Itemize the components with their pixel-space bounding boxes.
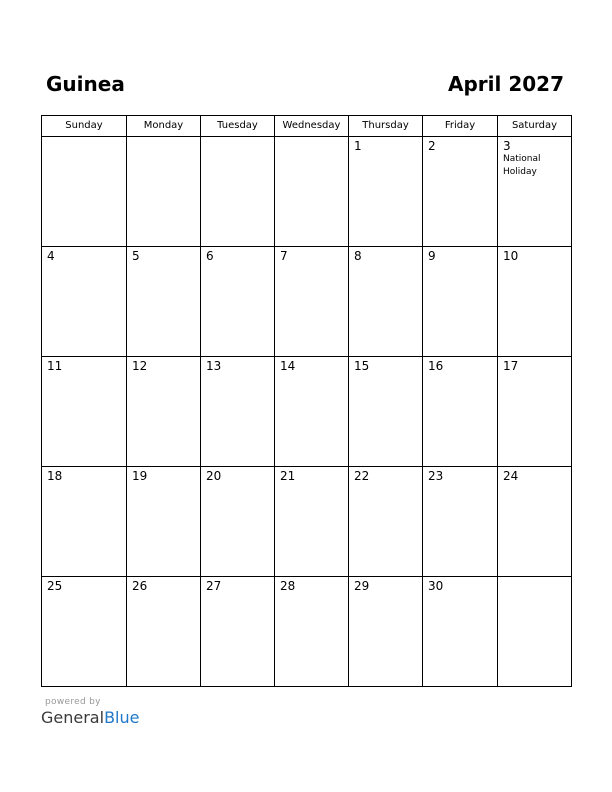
weekday-tuesday: Tuesday	[201, 116, 275, 137]
day-number: 15	[354, 359, 370, 373]
week-row-2	[42, 247, 572, 357]
day-cell	[349, 137, 423, 247]
day-number: 2	[428, 139, 436, 153]
day-cell	[349, 577, 423, 687]
day-cell	[275, 577, 349, 687]
week-row-5	[42, 577, 572, 687]
day-cell	[275, 137, 349, 247]
day-number	[127, 137, 200, 139]
day-cell	[42, 357, 127, 467]
weekday-header-row	[42, 116, 572, 137]
day-number	[498, 577, 571, 579]
day-cell	[349, 467, 423, 577]
day-number: 9	[428, 249, 436, 263]
day-number: 6	[206, 249, 214, 263]
weekday-friday: Friday	[423, 116, 498, 137]
day-number: 23	[428, 469, 444, 483]
day-number: 17	[503, 359, 519, 373]
day-number: 8	[354, 249, 362, 263]
day-number: 26	[132, 579, 148, 593]
day-number	[201, 137, 274, 139]
day-cell	[498, 577, 572, 687]
day-number: 19	[132, 469, 148, 483]
day-number: 16	[428, 359, 444, 373]
day-cell	[201, 577, 275, 687]
day-number	[42, 137, 126, 139]
day-number: 12	[132, 359, 148, 373]
day-number: 14	[280, 359, 296, 373]
day-cell	[275, 467, 349, 577]
holiday-label: National Holiday	[503, 154, 541, 177]
day-cell	[349, 247, 423, 357]
weekday-thursday: Thursday	[349, 116, 423, 137]
day-cell	[127, 137, 201, 247]
day-cell	[201, 467, 275, 577]
day-number: 20	[206, 469, 222, 483]
generalblue-logo[interactable]	[41, 708, 139, 728]
day-cell	[42, 247, 127, 357]
day-cell	[349, 357, 423, 467]
day-cell	[423, 137, 498, 247]
week-row-4	[42, 467, 572, 577]
day-cell	[42, 467, 127, 577]
day-number: 1	[354, 139, 362, 153]
day-cell	[423, 577, 498, 687]
day-cell	[498, 247, 572, 357]
day-number: 10	[503, 249, 519, 263]
powered-by-label: powered by	[45, 697, 101, 707]
day-cell	[127, 357, 201, 467]
day-cell	[275, 357, 349, 467]
day-number: 21	[280, 469, 296, 483]
day-number: 28	[280, 579, 296, 593]
day-number: 29	[354, 579, 370, 593]
weekday-sunday: Sunday	[42, 116, 127, 137]
day-cell	[423, 247, 498, 357]
calendar-country-title: Guinea	[46, 72, 125, 96]
day-number	[275, 137, 348, 139]
brand-blue-text: Blue	[104, 708, 140, 727]
brand-general-text: General	[41, 708, 105, 727]
day-number: 22	[354, 469, 370, 483]
day-cell	[127, 467, 201, 577]
day-cell	[498, 467, 572, 577]
day-number: 11	[47, 359, 63, 373]
day-cell	[498, 357, 572, 467]
day-cell	[498, 137, 572, 247]
day-cell	[42, 577, 127, 687]
day-number: 18	[47, 469, 63, 483]
day-cell	[275, 247, 349, 357]
day-cell	[201, 137, 275, 247]
day-number: 24	[503, 469, 519, 483]
day-number: 3	[503, 139, 511, 153]
day-number: 5	[132, 249, 140, 263]
day-number: 27	[206, 579, 222, 593]
day-cell	[127, 247, 201, 357]
day-number: 13	[206, 359, 222, 373]
day-cell	[423, 357, 498, 467]
day-cell	[201, 247, 275, 357]
day-number: 7	[280, 249, 288, 263]
day-number: 4	[47, 249, 55, 263]
day-cell	[201, 357, 275, 467]
calendar-month-title: April 2027	[448, 72, 564, 96]
day-cell	[42, 137, 127, 247]
weekday-wednesday: Wednesday	[275, 116, 349, 137]
calendar-grid	[41, 115, 572, 687]
week-row-1	[42, 137, 572, 247]
day-number: 30	[428, 579, 444, 593]
week-row-3	[42, 357, 572, 467]
day-cell	[423, 467, 498, 577]
weekday-saturday: Saturday	[498, 116, 572, 137]
day-cell	[127, 577, 201, 687]
weekday-monday: Monday	[127, 116, 201, 137]
day-number: 25	[47, 579, 63, 593]
